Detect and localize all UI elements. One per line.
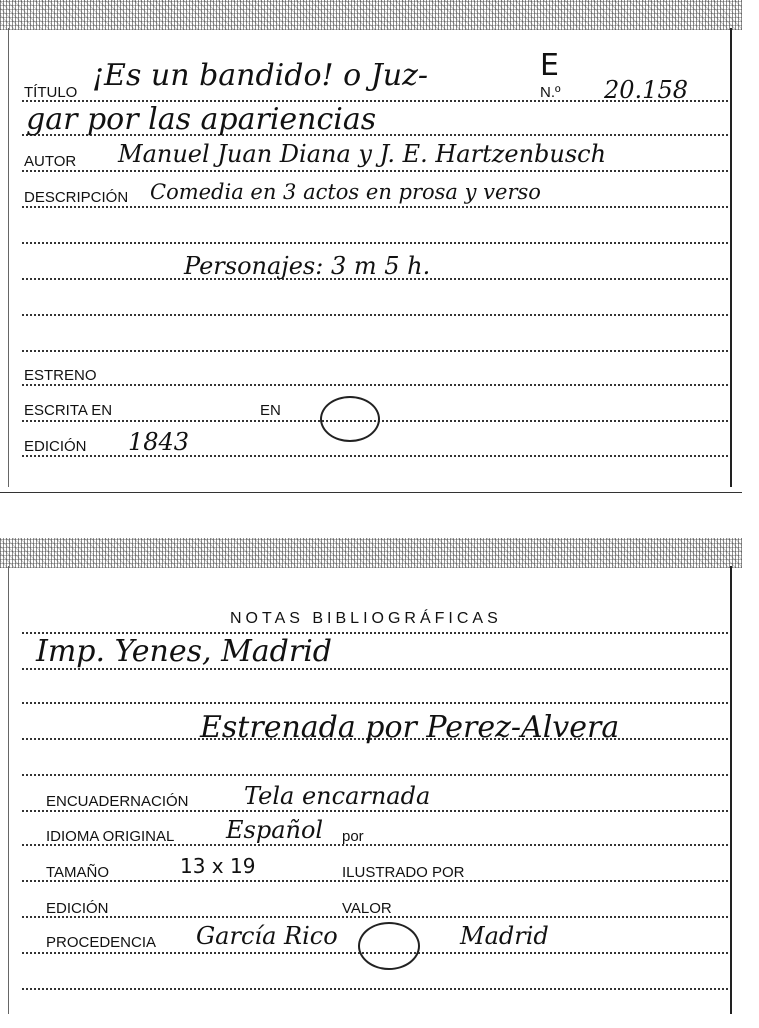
rule — [22, 384, 728, 386]
rule — [22, 988, 728, 990]
card-front — [0, 0, 742, 495]
card-left-border — [8, 566, 9, 1014]
idioma-original-label: IDIOMA ORIGINAL — [46, 828, 175, 845]
valor-label: VALOR — [342, 900, 392, 917]
procedencia-label: PROCEDENCIA — [46, 934, 157, 951]
card-right-border — [730, 28, 732, 487]
en-label: EN — [260, 402, 281, 419]
encuadernacion-label: ENCUADERNACIÓN — [46, 793, 189, 810]
por-label: por — [342, 828, 364, 845]
autor-value: Manuel Juan Diana y J. E. Hartzenbusch — [118, 140, 607, 168]
edicion-value: 1843 — [128, 428, 190, 456]
scan-noise-top — [0, 0, 742, 30]
notas-heading: NOTAS BIBLIOGRÁFICAS — [230, 610, 502, 627]
tamano-label: TAMAÑO — [46, 864, 110, 881]
rule — [22, 702, 728, 704]
tamano-value: 13 x 19 — [180, 854, 256, 878]
numero-value: 20.158 — [604, 76, 688, 104]
autor-label: AUTOR — [24, 153, 77, 170]
rule — [22, 314, 728, 316]
edicion-back-label: EDICIÓN — [46, 900, 109, 917]
card-left-border — [8, 28, 9, 487]
category-letter: E — [540, 48, 559, 83]
rule — [22, 242, 728, 244]
card-back — [0, 538, 742, 1022]
procedencia-value: García Rico — [196, 922, 338, 950]
numero-label: N.º — [540, 84, 561, 101]
descripcion-value: Comedia en 3 actos en prosa y verso — [150, 180, 541, 204]
rule — [22, 170, 728, 172]
scan-noise-top — [0, 538, 742, 568]
rule — [22, 810, 728, 812]
rule — [22, 350, 728, 352]
personajes-value: Personajes: 3 m 5 h. — [184, 252, 431, 280]
escrita-en-label: ESCRITA EN — [24, 402, 113, 419]
nota2-value: Estrenada por Perez-Alvera — [200, 710, 620, 745]
card-separator — [0, 492, 742, 493]
estreno-label: ESTRENO — [24, 367, 97, 384]
titulo-value-line2: gar por las apariencias — [26, 102, 377, 137]
idioma-original-value: Español — [226, 816, 324, 844]
rule — [22, 774, 728, 776]
procedencia-lugar-value: Madrid — [460, 922, 549, 950]
stamp-circle — [320, 396, 380, 442]
titulo-label: TÍTULO — [24, 84, 78, 101]
card-right-border — [730, 566, 732, 1014]
nota1-value: Imp. Yenes, Madrid — [36, 634, 333, 669]
descripcion-label: DESCRIPCIÓN — [24, 189, 129, 206]
edicion-label: EDICIÓN — [24, 438, 87, 455]
rule — [22, 206, 728, 208]
encuadernacion-value: Tela encarnada — [244, 782, 431, 810]
ilustrado-por-label: ILUSTRADO POR — [342, 864, 465, 881]
titulo-value-line1: ¡Es un bandido! o Juz- — [92, 58, 429, 93]
stamp-circle — [358, 922, 420, 970]
